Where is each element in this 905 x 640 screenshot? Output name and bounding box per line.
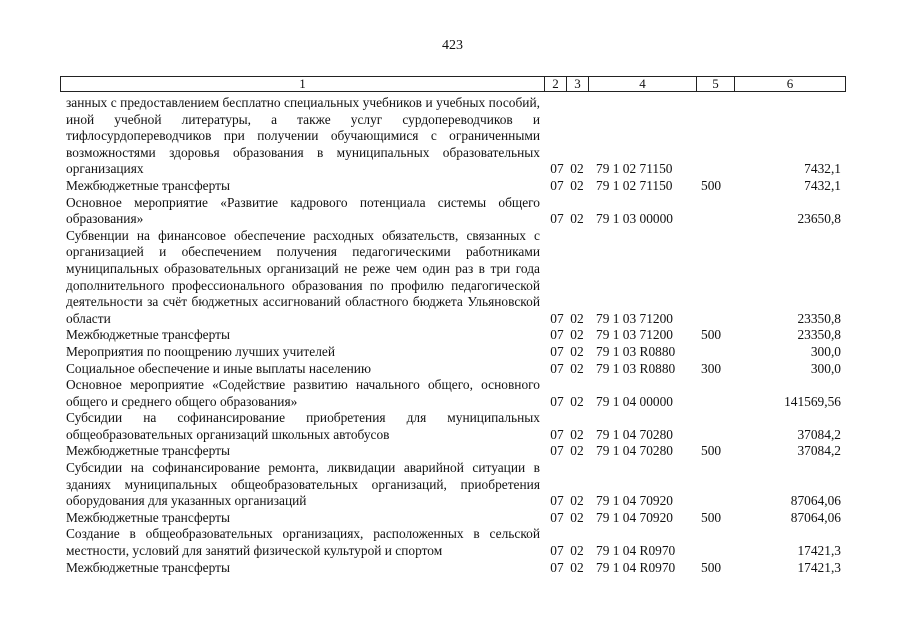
row-subsection: 02 [570,426,584,442]
table-row [60,195,845,228]
row-target-code: 79 1 03 R0880 [596,360,676,376]
row-subsection: 02 [570,343,584,359]
column-header-row [61,77,846,92]
row-target-code: 79 1 04 R0970 [596,559,676,575]
table-row [60,460,845,510]
page-number: 423 [442,38,463,53]
row-expense-type: 500 [701,177,722,193]
row-amount: 37084,2 [797,426,841,442]
row-target-code: 79 1 04 00000 [596,393,673,409]
row-amount: 87064,06 [790,493,841,509]
row-section: 07 [550,493,564,509]
row-subsection: 02 [570,310,584,326]
table-row [60,228,845,328]
row-subsection: 02 [570,543,584,559]
row-expense-type [696,344,734,361]
row-section: 07 [550,393,564,409]
row-target-code: 79 1 04 70280 [596,426,673,442]
table-row [60,344,845,361]
row-section: 07 [550,327,564,343]
row-target-code: 79 1 02 71150 [596,177,673,193]
table-row [60,526,845,559]
row-description: Мероприятия по поощрению лучших учителей [66,343,335,359]
row-section: 07 [550,211,564,227]
row-subsection: 02 [570,443,584,459]
row-section: 07 [550,509,564,525]
row-section: 07 [550,426,564,442]
row-expense-type: 500 [701,443,722,459]
row-target-code: 79 1 04 R0970 [596,543,676,559]
row-description: Межбюджетные трансферты [66,559,230,575]
row-amount: 23650,8 [797,211,841,227]
header-col-5: 5 [697,77,735,92]
row-target-code: 79 1 02 71150 [596,161,673,177]
table-row [60,327,845,344]
header-col-3: 3 [567,77,589,92]
row-amount: 37084,2 [797,443,841,459]
row-target-code: 79 1 04 70920 [596,509,673,525]
row-subsection: 02 [570,393,584,409]
header-col-2: 2 [545,77,567,92]
header-col-4: 4 [589,77,697,92]
table-row [60,443,845,460]
row-target-code: 79 1 04 70280 [596,443,673,459]
row-subsection: 02 [570,360,584,376]
row-amount: 7432,1 [804,161,841,177]
row-target-code: 79 1 03 71200 [596,327,673,343]
row-expense-type [696,460,734,510]
row-description: Межбюджетные трансферты [66,443,230,459]
row-subsection: 02 [570,211,584,227]
row-section: 07 [550,443,564,459]
budget-table-body [60,95,845,576]
column-header-table [60,76,846,92]
row-subsection: 02 [570,509,584,525]
row-expense-type [696,228,734,328]
row-expense-type: 500 [701,509,722,525]
table-row [60,410,845,443]
row-section: 07 [550,343,564,359]
budget-table [60,95,845,576]
row-subsection: 02 [570,327,584,343]
row-description: занных с предоставлением бесплатно специальных учебников и учебных пособий, иной учебной литературы, а также услуг сурдопереводчиков и тифлосурдопереводчиков при получении обучающимися с ограниченными возможностями здоровья образования в муниципальных образовательных организациях [66,95,540,177]
table-row [60,377,845,410]
row-target-code: 79 1 03 71200 [596,310,673,326]
row-subsection: 02 [570,493,584,509]
row-target-code: 79 1 03 00000 [596,211,673,227]
row-description: Основное мероприятие «Содействие развитию начального общего, основного общего и среднего общего образования» [66,377,540,409]
row-amount: 300,0 [810,343,841,359]
table-row [60,361,845,378]
row-section: 07 [550,543,564,559]
row-expense-type [696,526,734,559]
table-row [60,510,845,527]
row-amount: 87064,06 [790,509,841,525]
row-description: Субвенции на финансовое обеспечение расходных обязательств, связанных с организацией и обеспечением получения педагогическими работниками муниципальных образовательных организаций не реже чем один раз в три года дополнительного профессионального образования по профилю педагогической деятельности за счёт бюджетных ассигнований областного бюджета Ульяновской области [66,227,540,326]
row-description: Субсидии на софинансирование приобретения для муниципальных общеобразовательных организаций школьных автобусов [66,410,540,442]
row-amount: 23350,8 [797,327,841,343]
header-col-1: 1 [61,77,545,92]
header-col-6: 6 [735,77,846,92]
row-section: 07 [550,161,564,177]
row-target-code: 79 1 04 70920 [596,493,673,509]
table-row [60,560,845,577]
table-row [60,95,845,178]
row-subsection: 02 [570,177,584,193]
row-description: Межбюджетные трансферты [66,509,230,525]
row-section: 07 [550,559,564,575]
row-section: 07 [550,177,564,193]
row-amount: 17421,3 [797,559,841,575]
row-expense-type: 500 [701,559,722,575]
row-subsection: 02 [570,161,584,177]
row-expense-type [696,95,734,178]
row-subsection: 02 [570,559,584,575]
row-expense-type [696,377,734,410]
row-expense-type: 300 [701,360,722,376]
row-amount: 7432,1 [804,177,841,193]
row-amount: 23350,8 [797,310,841,326]
row-description: Создание в общеобразовательных организациях, расположенных в сельской местности, условий для занятий физической культурой и спортом [66,526,540,559]
row-amount: 141569,56 [784,393,841,409]
row-description: Межбюджетные трансферты [66,327,230,343]
row-expense-type [696,410,734,443]
row-section: 07 [550,310,564,326]
row-section: 07 [550,360,564,376]
row-description: Социальное обеспечение и иные выплаты населению [66,360,371,376]
row-amount: 17421,3 [797,543,841,559]
row-target-code: 79 1 03 R0880 [596,343,676,359]
table-row [60,178,845,195]
row-description: Основное мероприятие «Развитие кадрового потенциала системы общего образования» [66,194,540,227]
row-description: Межбюджетные трансферты [66,177,230,193]
row-expense-type [696,195,734,228]
row-expense-type: 500 [701,327,722,343]
row-description: Субсидии на софинансирование ремонта, ликвидации аварийной ситуации в зданиях муниципальных общеобразовательных организаций, приобретения оборудования для указанных организаций [66,460,540,509]
row-amount: 300,0 [810,360,841,376]
